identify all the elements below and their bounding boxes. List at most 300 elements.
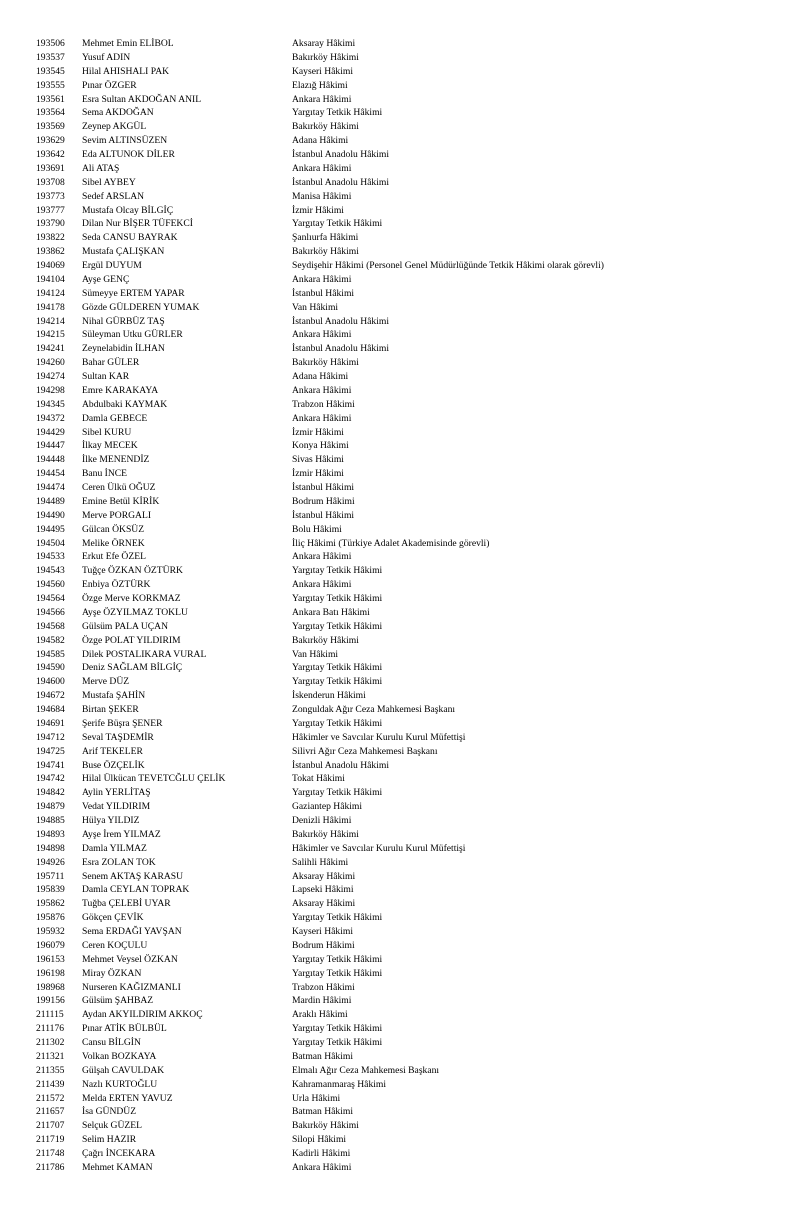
list-row [0,426,798,440]
list-row [0,911,798,925]
registry-number: 194566 [36,606,65,618]
list-row [0,106,798,120]
registry-number: 194214 [36,315,65,327]
list-row [0,953,798,967]
position-title: Ankara Hâkimi [292,384,352,396]
list-row [0,925,798,939]
list-row [0,1119,798,1133]
list-row [0,1008,798,1022]
position-title: Elmalı Ağır Ceza Mahkemesi Başkanı [292,1064,440,1076]
registry-number: 194898 [36,842,65,854]
registry-number: 195711 [36,870,65,882]
person-name: Aylin YERLİTAŞ [82,787,151,799]
list-row [0,717,798,731]
registry-number: 211439 [36,1078,65,1090]
person-name: Birtan ŞEKER [82,704,139,715]
registry-number: 193777 [36,204,65,216]
person-name: Hilal AHISHALI PAK [82,65,170,77]
registry-number: 193569 [36,121,65,133]
registry-number: 211302 [36,1037,65,1048]
list-row [0,786,798,800]
person-name: Zeynep AKGÜL [82,121,147,133]
list-row [0,190,798,204]
position-title: Bakırköy Hâkimi [292,1120,359,1132]
list-row [0,842,798,856]
person-name: Damla CEYLAN TOPRAK [82,884,190,896]
registry-number: 194893 [36,828,65,840]
list-row [0,870,798,884]
registry-number: 211321 [36,1050,65,1062]
list-row [0,1050,798,1064]
position-title: İliç Hâkimi (Türkiye Adalet Akademisinde görevli) [292,537,490,549]
person-name: Damla GEBECE [82,412,148,424]
person-name: Volkan BOZKAYA [82,1050,157,1062]
position-title: Yargıtay Tetkik Hâkimi [292,676,383,688]
list-row [0,231,798,245]
list-row [0,981,798,995]
position-title: Elazığ Hâkimi [292,79,348,91]
person-name: Abdulbaki KAYMAK [82,398,168,410]
position-title: Ankara Hâkimi [292,93,352,105]
person-name: Vedat YILDIRIM [82,801,151,813]
position-title: Kahramanmaraş Hâkimi [292,1078,387,1090]
registry-number: 195839 [36,884,65,896]
person-name: Cansu BİLGİN [82,1037,141,1048]
list-row [0,495,798,509]
person-name: Erkut Efe ÖZEL [82,551,146,563]
position-title: Van Hâkimi [292,301,339,313]
registry-number: 195862 [36,898,65,910]
registry-number: 194691 [36,717,65,729]
registry-number: 194298 [36,384,65,396]
position-title: Şanlıurfa Hâkimi [292,232,359,244]
position-title: İstanbul Anadolu Hâkimi [292,343,389,355]
position-title: Bodrum Hâkimi [292,939,355,951]
registry-number: 211657 [36,1106,65,1118]
list-row [0,856,798,870]
person-name: Merve PORGALI [82,509,152,521]
person-name: Enbiya ÖZTÜRK [82,579,151,591]
registry-number: 194495 [36,523,65,535]
position-title: Urla Hâkimi [292,1092,341,1104]
registry-number: 193561 [36,93,65,105]
registry-number: 194600 [36,676,65,688]
list-row [0,453,798,467]
registry-number: 193691 [36,162,65,174]
person-name: İlkay MECEK [82,440,138,452]
position-title: Yargıtay Tetkik Hâkimi [292,1037,383,1048]
person-name: Ceren Ülkü OĞUZ [82,482,156,493]
person-name: Ali ATAŞ [82,162,120,174]
person-name: Sedef ARSLAN [82,190,145,202]
list-row [0,814,798,828]
list-row [0,245,798,259]
person-name: Emine Betül KİRİK [82,495,160,507]
list-row [0,703,798,717]
registry-number: 211707 [36,1120,65,1132]
person-name: Bahar GÜLER [82,357,140,369]
position-title: Ankara Hâkimi [292,329,352,341]
list-row [0,828,798,842]
registry-number: 194454 [36,468,65,480]
registry-number: 194241 [36,343,65,355]
person-name: Ceren KOÇULU [82,939,148,951]
registry-number: 194684 [36,704,65,715]
list-row [0,620,798,634]
person-name: Gülsüm PALA UÇAN [82,620,169,632]
position-title: İzmir Hâkimi [292,204,344,216]
person-name: İsa GÜNDÜZ [82,1106,137,1118]
position-title: Kayseri Hâkimi [292,65,354,77]
list-row [0,93,798,107]
position-title: Batman Hâkimi [292,1050,354,1062]
registry-number: 194533 [36,551,65,563]
registry-number: 196153 [36,953,65,965]
list-row [0,1078,798,1092]
registry-number: 194582 [36,634,65,646]
registry-number: 193564 [36,107,65,119]
registry-number: 194560 [36,579,65,591]
list-row [0,745,798,759]
registry-number: 195876 [36,912,65,924]
position-title: Silopi Hâkimi [292,1134,347,1146]
position-title: Kadirli Hâkimi [292,1148,351,1159]
list-row [0,523,798,537]
person-name: Arif TEKELER [82,745,143,757]
position-title: Batman Hâkimi [292,1106,354,1118]
person-name: Nazlı KURTOĞLU [82,1078,158,1090]
position-title: Tokat Hâkimi [292,773,345,785]
registry-number: 211786 [36,1161,65,1173]
person-name: Nurseren KAĞIZMANLI [82,981,181,993]
person-name: Tuğba ÇELEBİ UYAR [82,898,171,910]
position-title: Yargıtay Tetkik Hâkimi [292,953,383,965]
registry-number: 194104 [36,273,65,285]
person-name: Sibel KURU [82,426,132,438]
person-name: Sema AKDOĞAN [82,107,154,119]
position-title: Yargıtay Tetkik Hâkimi [292,620,383,632]
person-name: Selçuk GÜZEL [82,1120,142,1132]
registry-number: 194215 [36,329,65,341]
registry-number: 211572 [36,1092,65,1104]
registry-number: 194069 [36,260,65,271]
registry-number: 194448 [36,454,65,466]
registry-number: 194564 [36,593,65,604]
position-title: İskenderun Hâkimi [292,690,366,702]
registry-number: 194590 [36,662,65,674]
list-row [0,1105,798,1119]
person-name: Mehmet Emin ELİBOL [82,38,174,49]
registry-number: 194568 [36,620,65,632]
person-name: Mehmet KAMAN [82,1161,153,1173]
person-name: Damla YILMAZ [82,842,147,854]
position-title: İstanbul Hâkimi [292,287,355,299]
position-title: Bolu Hâkimi [292,523,342,535]
list-row [0,370,798,384]
list-row [0,648,798,662]
person-name: Mehmet Veysel ÖZKAN [82,953,178,965]
registry-number: 194742 [36,773,65,785]
position-title: Aksaray Hâkimi [292,898,356,910]
position-title: Ankara Hâkimi [292,162,352,174]
person-name: Gülsüm ŞAHBAZ [82,995,154,1007]
person-name: Mustafa Olcay BİLGİÇ [82,204,174,216]
position-title: Yargıtay Tetkik Hâkimi [292,787,383,799]
list-row [0,550,798,564]
person-name: Melike ÖRNEK [82,537,145,549]
registry-number: 193545 [36,65,65,77]
list-row [0,1036,798,1050]
person-name: Seval TAŞDEMİR [82,731,154,743]
list-row [0,204,798,218]
list-row [0,79,798,93]
list-row [0,800,798,814]
position-title: Yargıtay Tetkik Hâkimi [292,218,383,230]
position-title: Ankara Hâkimi [292,273,352,285]
position-title: İstanbul Hâkimi [292,482,355,493]
registry-number: 194447 [36,440,65,452]
list-row [0,120,798,134]
list-row [0,537,798,551]
position-title: Denizli Hâkimi [292,815,352,826]
registry-number: 193708 [36,176,65,188]
position-title: Kayseri Hâkimi [292,926,354,937]
position-title: Salihli Hâkimi [292,856,349,868]
person-name: Süleyman Utku GÜRLER [82,329,183,341]
person-name: Hülya YILDIZ [82,815,140,826]
position-title: Yargıtay Tetkik Hâkimi [292,593,383,604]
person-name: Esra Sultan AKDOĞAN ANIL [82,93,202,105]
list-row [0,564,798,578]
registry-number: 211719 [36,1134,65,1146]
position-title: Seydişehir Hâkimi (Personel Genel Müdürlüğünde Tetkik Hâkimi olarak görevli) [292,260,604,271]
list-row [0,967,798,981]
person-name: Mustafa ÇALIŞKAN [82,246,165,258]
list-row [0,1064,798,1078]
registry-number: 194842 [36,787,65,799]
position-title: Adana Hâkimi [292,135,349,147]
position-title: İstanbul Anadolu Hâkimi [292,759,389,771]
list-row [0,65,798,79]
person-name: Merve DÜZ [82,676,130,688]
registry-number: 194543 [36,565,65,577]
registry-number: 211355 [36,1064,65,1076]
list-row [0,356,798,370]
list-row [0,772,798,786]
registry-number: 194725 [36,745,65,757]
position-title: Trabzon Hâkimi [292,981,355,993]
registry-number: 194672 [36,690,65,702]
position-title: Silivri Ağır Ceza Mahkemesi Başkanı [292,745,438,757]
registry-number: 194345 [36,398,65,410]
registry-number: 194885 [36,815,65,826]
position-title: Yargıtay Tetkik Hâkimi [292,1023,383,1035]
list-row [0,675,798,689]
person-name: Tuğçe ÖZKAN ÖZTÜRK [82,565,183,577]
person-name: Hilal Ülkücan TEVETCĞLU ÇELİK [82,773,226,785]
registry-number: 194178 [36,301,65,313]
position-title: Gaziantep Hâkimi [292,801,363,813]
list-row [0,176,798,190]
person-name: Buse ÖZÇELİK [82,759,145,771]
person-name: Gülcan ÖKSÜZ [82,523,145,535]
person-name: Aydan AKYILDIRIM AKKOÇ [82,1009,203,1021]
person-name: Şerife Büşra ŞENER [82,717,163,729]
person-name: Dilek POSTALIKARA VURAL [82,648,207,660]
registry-number: 194474 [36,482,65,493]
list-row [0,731,798,745]
position-title: Trabzon Hâkimi [292,398,355,410]
registry-number: 193790 [36,218,65,230]
list-row [0,1161,798,1175]
position-title: Lapseki Hâkimi [292,884,354,896]
person-name: Pınar ATİK BÜLBÜL [82,1023,167,1035]
position-title: Yargıtay Tetkik Hâkimi [292,912,383,924]
registry-number: 194489 [36,495,65,507]
registry-number: 211115 [36,1009,64,1021]
registry-number: 193629 [36,135,65,147]
list-row [0,994,798,1008]
registry-number: 193642 [36,149,65,160]
registry-number: 193773 [36,190,65,202]
registry-number: 196079 [36,939,65,951]
person-name: Gözde GÜLDEREN YUMAK [82,301,200,313]
registry-number: 194490 [36,509,65,521]
registry-number: 194260 [36,357,65,369]
list-row [0,259,798,273]
registry-number: 196198 [36,967,65,979]
list-row [0,342,798,356]
registry-number: 194372 [36,412,65,424]
position-title: Bodrum Hâkimi [292,495,355,507]
list-row [0,634,798,648]
position-title: Aksaray Hâkimi [292,38,356,49]
person-name: Zeynelabidin İLHAN [82,343,165,355]
registry-number: 194926 [36,856,65,868]
list-row [0,328,798,342]
list-row [0,606,798,620]
position-title: Ankara Hâkimi [292,579,352,591]
position-title: Yargıtay Tetkik Hâkimi [292,662,383,674]
person-name: Pınar ÖZGER [82,79,137,91]
registry-number: 194879 [36,801,65,813]
position-title: Yargıtay Tetkik Hâkimi [292,107,383,119]
list-row [0,273,798,287]
position-title: Ankara Batı Hâkimi [292,606,370,618]
person-name: İlke MENENDİZ [82,454,150,466]
registry-number: 193822 [36,232,65,244]
registry-number: 211748 [36,1148,65,1159]
position-title: Konya Hâkimi [292,440,349,452]
list-row [0,689,798,703]
list-row [0,1133,798,1147]
list-row [0,759,798,773]
list-row [0,1092,798,1106]
registry-number: 211176 [36,1023,65,1035]
position-title: Sivas Hâkimi [292,454,344,466]
list-row [0,883,798,897]
registry-number: 199156 [36,995,65,1007]
list-row [0,287,798,301]
person-name: Nihal GÜRBÜZ TAŞ [82,315,165,327]
list-row [0,592,798,606]
list-row [0,315,798,329]
registry-number: 194429 [36,426,65,438]
person-name: Ergül DUYUM [82,260,142,271]
position-title: Van Hâkimi [292,648,339,660]
person-name: Sevim ALTINSÜZEN [82,135,168,147]
position-title: Manisa Hâkimi [292,190,352,202]
person-name: Senem AKTAŞ KARASU [82,870,184,882]
position-title: Yargıtay Tetkik Hâkimi [292,717,383,729]
person-name: Miray ÖZKAN [82,967,142,979]
person-name: Seda CANSU BAYRAK [82,232,178,244]
person-name: Emre KARAKAYA [82,384,159,396]
position-title: Bakırköy Hâkimi [292,634,359,646]
person-name: Ayşe GENÇ [82,273,130,285]
person-name: Sultan KAR [82,371,130,382]
registry-number: 193506 [36,38,65,49]
position-title: Bakırköy Hâkimi [292,246,359,258]
registry-number: 195932 [36,926,65,937]
document-page [0,37,798,1175]
position-title: Yargıtay Tetkik Hâkimi [292,967,383,979]
person-name: Eda ALTUNOK DİLER [82,149,175,160]
registry-number: 193555 [36,79,65,91]
list-row [0,939,798,953]
person-name: Selim HAZIR [82,1134,137,1146]
list-row [0,134,798,148]
position-title: İzmir Hâkimi [292,426,344,438]
list-row [0,467,798,481]
position-title: Mardin Hâkimi [292,995,352,1007]
list-row [0,1147,798,1161]
list-row [0,897,798,911]
list-row [0,217,798,231]
person-name: Ayşe ÖZYILMAZ TOKLU [82,606,188,618]
position-title: Zonguldak Ağır Ceza Mahkemesi Başkanı [292,704,456,715]
person-name: Mustafa ŞAHİN [82,690,146,702]
person-name: Çağrı İNCEKARA [82,1148,156,1159]
list-row [0,439,798,453]
person-name: Gökçen ÇEVİK [82,912,144,924]
person-name: Özge Merve KORKMAZ [82,593,181,604]
person-name: Ayşe İrem YILMAZ [82,828,161,840]
registry-number: 194585 [36,648,65,660]
position-title: Hâkimler ve Savcılar Kurulu Kurul Müfettişi [292,842,466,854]
registry-number: 194124 [36,287,65,299]
position-title: Araklı Hâkimi [292,1009,348,1021]
position-title: Ankara Hâkimi [292,1161,352,1173]
person-name: Gülşah CAVULDAK [82,1064,165,1076]
list-row [0,661,798,675]
registry-number: 194712 [36,731,65,743]
list-row [0,384,798,398]
position-title: Hâkimler ve Savcılar Kurulu Kurul Müfettişi [292,731,466,743]
registry-number: 194504 [36,537,65,549]
position-title: İstanbul Anadolu Hâkimi [292,315,389,327]
position-title: Bakırköy Hâkimi [292,51,359,63]
position-title: İstanbul Hâkimi [292,509,355,521]
position-title: Yargıtay Tetkik Hâkimi [292,565,383,577]
person-name: Deniz SAĞLAM BİLGİÇ [82,662,183,674]
position-title: İzmir Hâkimi [292,468,344,480]
position-title: Bakırköy Hâkimi [292,357,359,369]
registry-number: 193537 [36,51,65,63]
registry-number: 194274 [36,371,65,382]
registry-number: 193862 [36,246,65,258]
list-row [0,148,798,162]
